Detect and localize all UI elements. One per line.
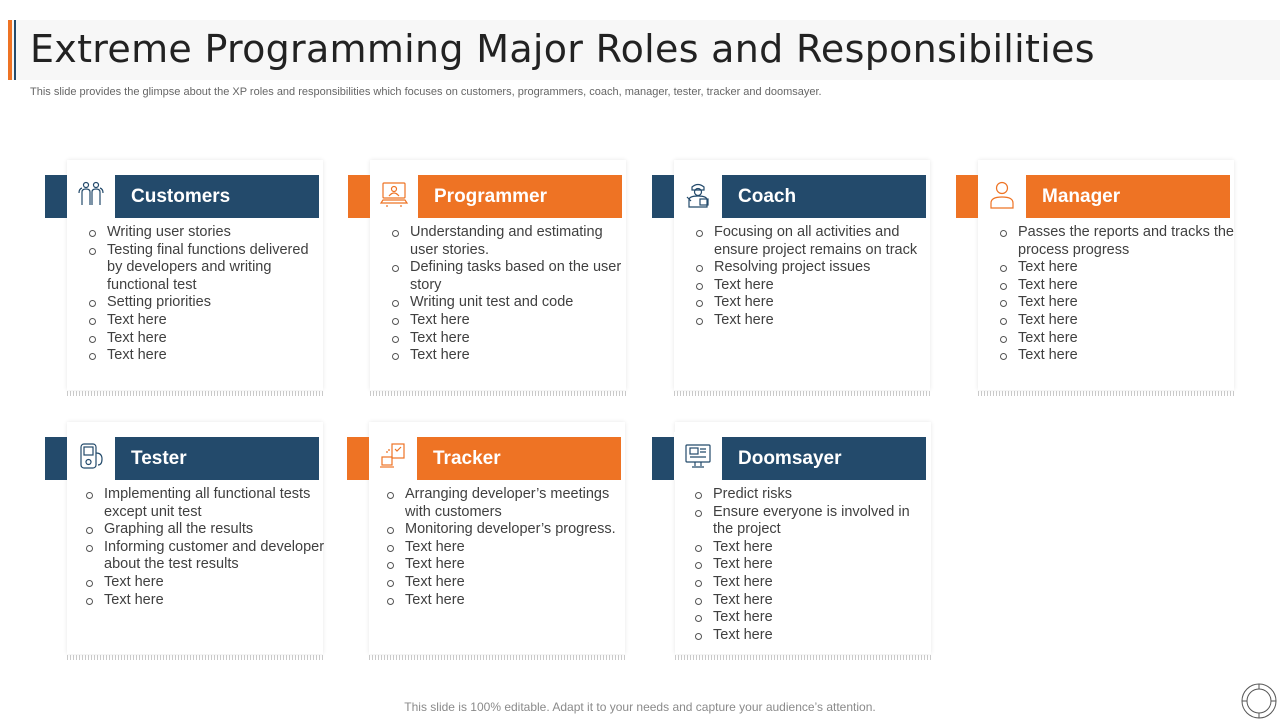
list-item: Text here <box>383 556 627 574</box>
list-item: Text here <box>691 556 931 574</box>
role-items <box>996 224 1234 365</box>
list-item: Text here <box>383 592 627 610</box>
programmer-icon <box>370 170 418 218</box>
customers-icon <box>67 170 115 218</box>
role-items <box>82 486 326 609</box>
list-item: Text here <box>691 592 931 610</box>
corner-logo-icon <box>1240 682 1278 720</box>
list-item: Text here <box>692 277 930 295</box>
title-accent-navy <box>14 20 16 80</box>
list-item: Text here <box>388 312 626 330</box>
role-card-tracker <box>369 422 625 654</box>
role-items <box>85 224 323 365</box>
list-item: Text here <box>82 574 326 592</box>
list-item: Arranging developer’s meetings with customers <box>383 486 627 521</box>
role-title: Manager <box>1042 186 1121 207</box>
list-item: Text here <box>691 627 931 645</box>
list-item: Text here <box>691 539 931 557</box>
list-item: Text here <box>996 312 1234 330</box>
role-card-programmer <box>370 160 626 390</box>
role-title: Tester <box>131 448 187 469</box>
header-stub <box>347 437 371 480</box>
manager-icon <box>978 170 1026 218</box>
role-header <box>45 437 319 480</box>
role-card-customers <box>67 160 323 390</box>
page-title: Extreme Programming Major Roles and Responsibilities <box>30 27 1095 71</box>
list-item: Text here <box>691 574 931 592</box>
list-item: Text here <box>82 592 326 610</box>
list-item: Monitoring developer’s progress. <box>383 521 627 539</box>
role-items <box>692 224 930 330</box>
footer-note: This slide is 100% editable. Adapt it to your needs and capture your audience’s attention. <box>404 700 876 714</box>
role-items <box>388 224 626 365</box>
list-item: Writing user stories <box>85 224 323 242</box>
list-item: Informing customer and developer about the test results <box>82 539 326 574</box>
list-item: Resolving project issues <box>692 259 930 277</box>
list-item: Text here <box>85 312 323 330</box>
list-item: Passes the reports and tracks the process progress <box>996 224 1234 259</box>
role-title: Doomsayer <box>738 448 842 469</box>
doomsayer-icon <box>674 432 722 480</box>
role-title: Programmer <box>434 186 547 207</box>
list-item: Text here <box>692 294 930 312</box>
list-item: Text here <box>996 277 1234 295</box>
list-item: Understanding and estimating user stories. <box>388 224 626 259</box>
list-item: Text here <box>85 347 323 365</box>
list-item: Defining tasks based on the user story <box>388 259 626 294</box>
role-header <box>347 437 621 480</box>
list-item: Text here <box>85 330 323 348</box>
role-card-manager <box>978 160 1234 390</box>
list-item: Testing final functions delivered by developers and writing functional test <box>85 242 323 295</box>
coach-icon <box>674 170 722 218</box>
role-card-doomsayer <box>675 422 931 654</box>
list-item: Setting priorities <box>85 294 323 312</box>
list-item: Text here <box>383 574 627 592</box>
role-title: Coach <box>738 186 797 207</box>
header-stub <box>348 175 372 218</box>
role-header <box>652 437 926 480</box>
tracker-icon <box>369 432 417 480</box>
role-card-tester <box>67 422 323 654</box>
list-item: Focusing on all activities and ensure project remains on track <box>692 224 930 259</box>
header-stub <box>652 175 676 218</box>
role-items <box>383 486 627 609</box>
list-item: Text here <box>388 347 626 365</box>
page-subtitle: This slide provides the glimpse about the XP roles and responsibilities which focuses on customers, programmers, coach, manager, tester, tracker and doomsayer. <box>30 86 822 98</box>
list-item: Predict risks <box>691 486 931 504</box>
list-item: Writing unit test and code <box>388 294 626 312</box>
role-header <box>652 175 926 218</box>
header-stub <box>652 437 676 480</box>
role-title: Tracker <box>433 448 501 469</box>
header-stub <box>956 175 980 218</box>
list-item: Text here <box>692 312 930 330</box>
list-item: Text here <box>388 330 626 348</box>
role-title: Customers <box>131 186 231 207</box>
role-card-coach <box>674 160 930 390</box>
list-item: Text here <box>383 539 627 557</box>
tester-icon <box>67 432 115 480</box>
role-header <box>45 175 319 218</box>
role-header <box>348 175 622 218</box>
list-item: Text here <box>996 330 1234 348</box>
header-stub <box>45 437 69 480</box>
list-item: Text here <box>996 347 1234 365</box>
role-header <box>956 175 1230 218</box>
list-item: Text here <box>691 609 931 627</box>
list-item: Text here <box>996 294 1234 312</box>
list-item: Implementing all functional tests except unit test <box>82 486 326 521</box>
list-item: Ensure everyone is involved in the project <box>691 504 931 539</box>
title-accent-orange <box>8 20 12 80</box>
header-stub <box>45 175 69 218</box>
list-item: Text here <box>996 259 1234 277</box>
role-items <box>691 486 931 644</box>
list-item: Graphing all the results <box>82 521 326 539</box>
